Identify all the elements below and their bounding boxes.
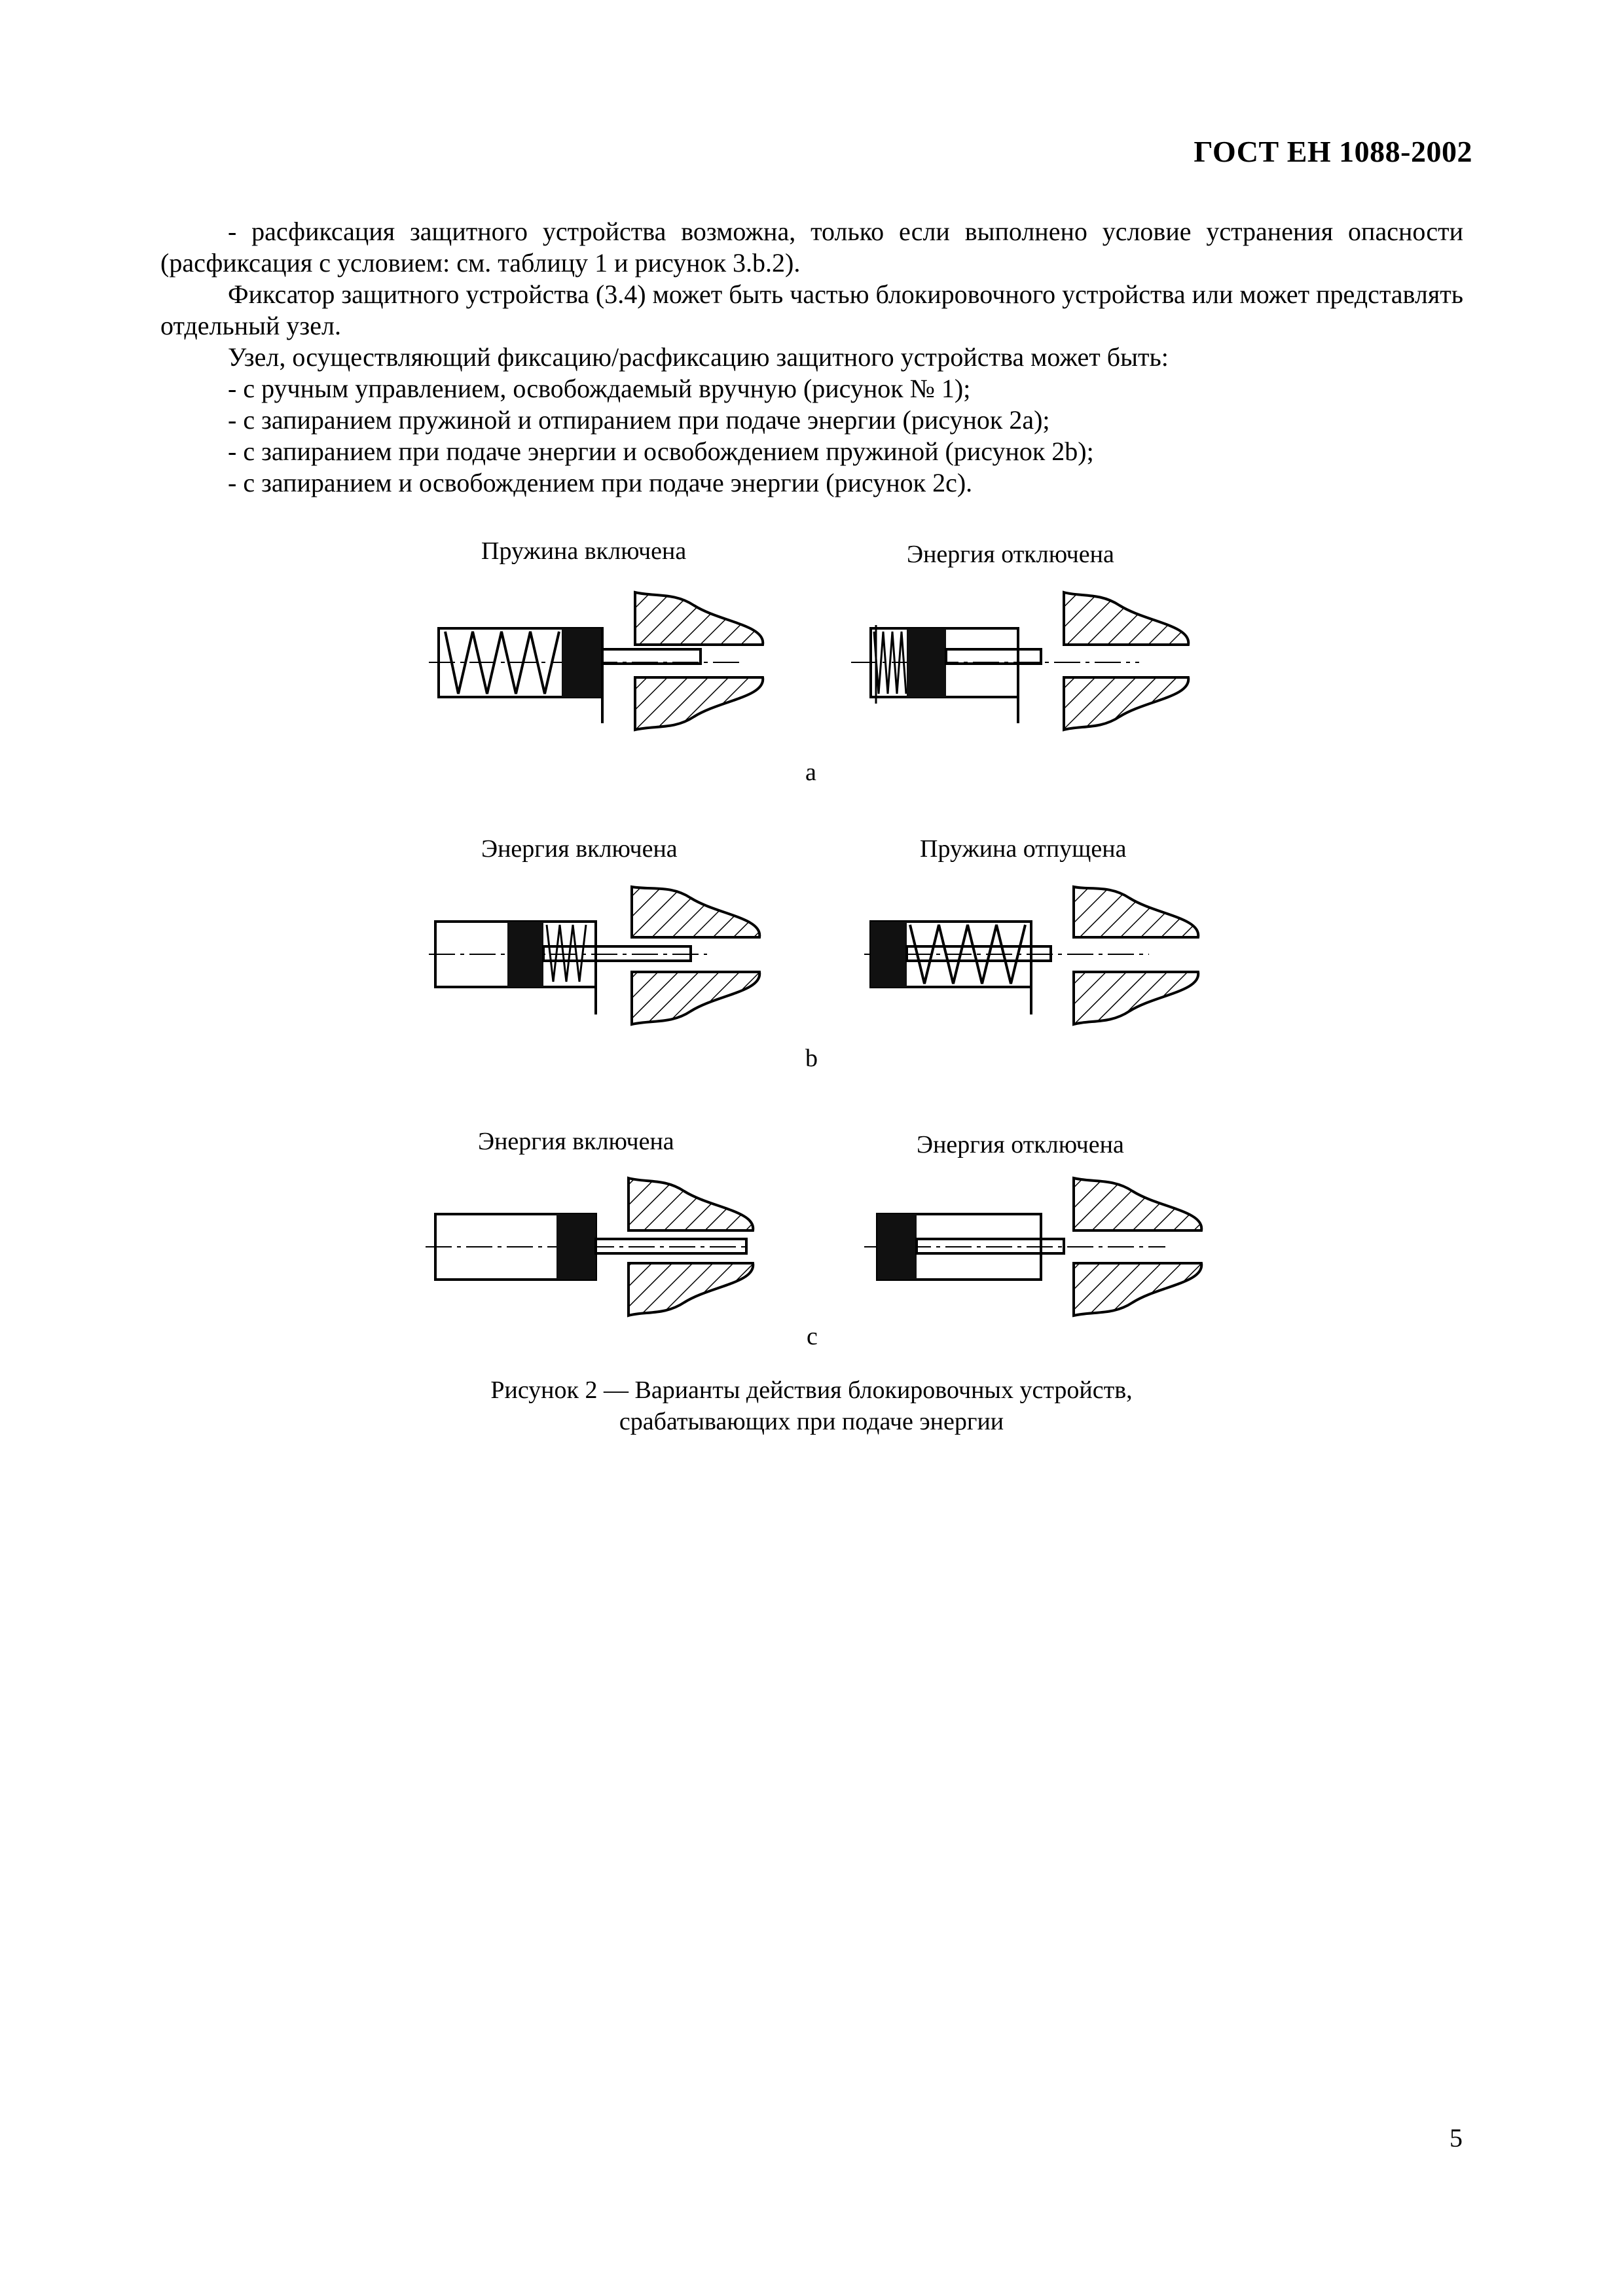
- paragraph-unit-types: Узел, осуществляющий фиксацию/расфиксацию защитного устройства может быть:: [228, 342, 1169, 372]
- document-standard-id: ГОСТ ЕН 1088-2002: [1194, 135, 1472, 168]
- label-energy-off: Энергия отключена: [907, 541, 1114, 568]
- paragraph-locking-device: Фиксатор защитного устройства (3.4) может быть частью блокировочного устройства или может представлять отдельный узел.: [160, 279, 1463, 340]
- diagram-c-energy-engaged: [426, 1178, 753, 1316]
- diagram-c-energy-off: [864, 1178, 1201, 1316]
- label-energy-engaged: Энергия включена: [478, 1128, 674, 1155]
- list-item: - с ручным управлением, освобождаемый вручную (рисунок № 1);: [228, 374, 971, 403]
- figure-caption: [0, 1374, 1623, 1437]
- diagram-b-energy-engaged: [429, 887, 759, 1024]
- sublabel-a: a: [805, 759, 816, 786]
- caption-line-1: Рисунок 2 — Варианты действия блокировочных устройств,: [490, 1376, 1133, 1404]
- caption-line-2: срабатывающих при подаче энергии: [619, 1408, 1004, 1435]
- list-item: - с запиранием и освобождением при подаче энергии (рисунок 2c).: [228, 468, 973, 497]
- sublabel-c: c: [807, 1323, 818, 1350]
- paragraph-unlock-condition: - расфиксация защитного устройства возможна, только если выполнено условие устранения опасности (расфиксация с условием: см. таблицу 1 и рисунок 3.b.2).: [160, 217, 1463, 278]
- diagram-b-spring-released: [864, 887, 1198, 1024]
- diagram-a-energy-off: [851, 592, 1188, 730]
- label-spring-released: Пружина отпущена: [920, 835, 1127, 863]
- label-energy-off: Энергия отключена: [917, 1131, 1124, 1158]
- label-spring-engaged: Пружина включена: [481, 537, 687, 565]
- list-item: - с запиранием при подаче энергии и освобождением пружиной (рисунок 2b);: [228, 437, 1094, 466]
- sublabel-b: b: [805, 1045, 818, 1072]
- list-item: - с запиранием пружиной и отпиранием при подаче энергии (рисунок 2a);: [228, 405, 1050, 435]
- diagram-a-spring-engaged: [429, 592, 763, 730]
- label-energy-engaged: Энергия включена: [481, 835, 678, 863]
- page-number: 5: [1450, 2123, 1463, 2153]
